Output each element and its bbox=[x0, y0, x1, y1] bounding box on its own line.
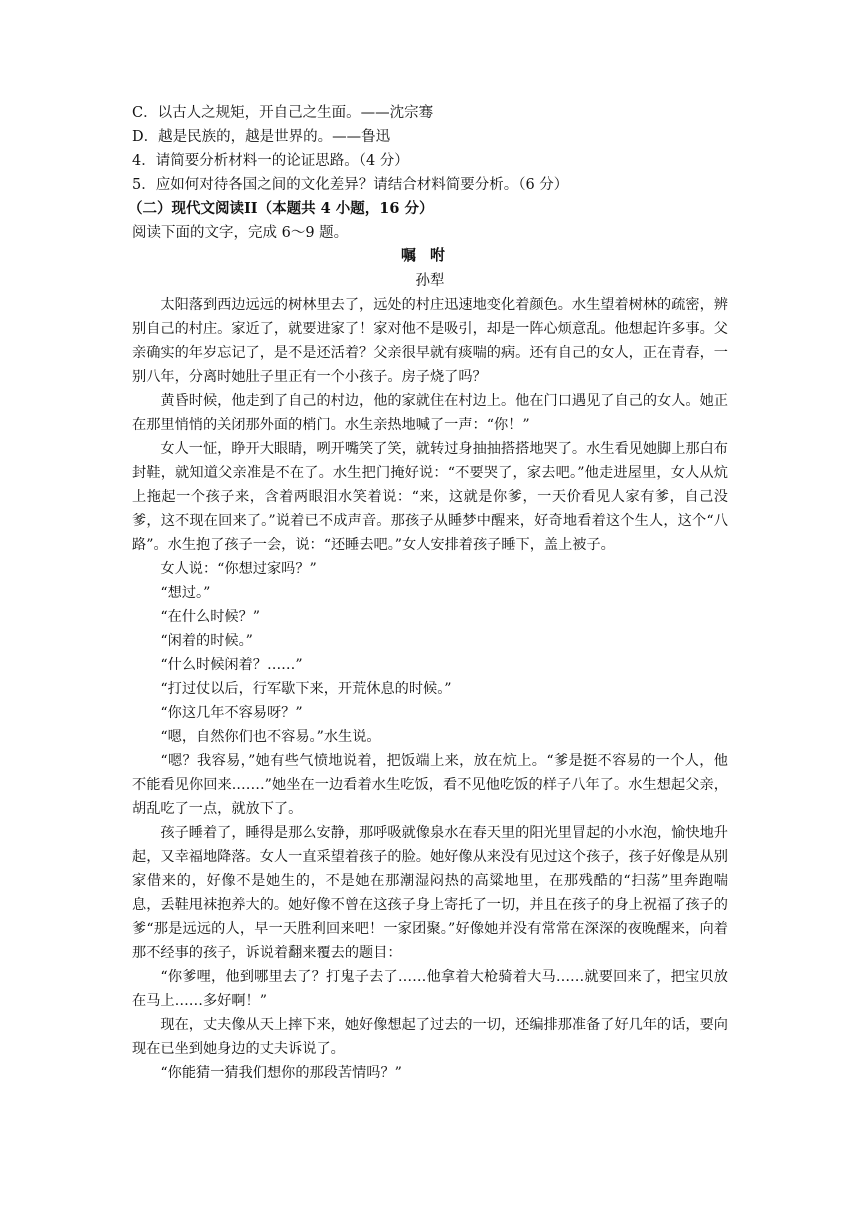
reading-instruction: 阅读下面的文字，完成 6～9 题。 bbox=[132, 225, 349, 241]
paragraph: “你爹哩，他到哪里去了？打鬼子去了……他拿着大枪骑着大马……就要回来了，把宝贝放在马上……多好啊！” bbox=[132, 969, 728, 1009]
paragraph: “想过。” bbox=[160, 585, 211, 601]
question-5: 5．应如何对待各国之间的文化差异？请结合材料简要分析。（6 分） bbox=[132, 177, 569, 193]
paragraph: 女人一怔，睁开大眼睛，咧开嘴笑了笑，就转过身抽抽搭搭地哭了。水生看见她脚上那白布封鞋，就知道父亲准是不在了。水生把门掩好说：“不要哭了，家去吧。”他走进屋里，女人从炕上拖起一个孩子来，含着两眼泪水笑着说：“来，这就是你爹，一天价看见人家有爹，自己没爹，这不现在回来了。”说着已不成声音。那孩子从睡梦中醒来，好奇地看着这个生人，这个“八路”。水生抱了孩子一会，说：“还睡去吧。”女人安排着孩子睡下，盖上被子。 bbox=[132, 441, 728, 553]
essay-title: 嘱咐 bbox=[400, 246, 459, 264]
paragraph: 现在，丈夫像从天上摔下来，她好像想起了过去的一切，还编排那准备了好几年的话，要向现在已坐到她身边的丈夫诉说了。 bbox=[132, 1017, 728, 1057]
option-d-line: D．越是民族的，越是世界的。——鲁迅 bbox=[132, 129, 391, 145]
essay-body bbox=[132, 293, 728, 1085]
paragraph: “打过仗以后，行军歇下来，开荒休息的时候。” bbox=[160, 681, 452, 697]
paragraph: 太阳落到西边远远的树林里去了，远处的村庄迅速地变化着颜色。水生望着树林的疏密，辨别自己的村庄。家近了，就要进家了！家对他不是吸引，却是一阵心烦意乱。他想起许多事。父亲确实的年岁忘记了，是不是还活着？父亲很早就有痰喘的病。还有自己的女人，正在青春，一别八年，分离时她肚子里正有一个小孩子。房子烧了吗？ bbox=[132, 297, 728, 385]
question-4: 4．请简要分析材料一的论证思路。（4 分） bbox=[132, 153, 409, 169]
paragraph: 孩子睡着了，睡得是那么安静，那呼吸就像泉水在春天里的阳光里冒起的小水泡，愉快地升起，又幸福地降落。女人一直采望着孩子的脸。她好像从来没有见过这个孩子，孩子好像是从别家借来的，好像不是她生的，不是她在那潮湿闷热的高粱地里，在那残酷的“扫荡”里奔跑喘息，丢鞋甩袜抱养大的。她好像不曾在这孩子身上寄托了一切，并且在孩子的身上祝福了孩子的爹“那是远远的人，早一天胜利回来吧！一家团聚。”好像她并没有常常在深深的夜晚醒来，向着那不经事的孩子，诉说着翻来覆去的题目： bbox=[132, 825, 728, 961]
paragraph: “你能猜一猜我们想你的那段苦情吗？” bbox=[160, 1065, 402, 1081]
paragraph: “嗯，自然你们也不容易。”水生说。 bbox=[160, 729, 381, 745]
paragraph: “你这几年不容易呀？” bbox=[160, 705, 303, 721]
paragraph: 黄昏时候，他走到了自己的村边，他的家就住在村边上。他在门口遇见了自己的女人。她正在那里悄悄的关闭那外面的梢门。水生亲热地喊了一声：“你！” bbox=[132, 393, 728, 433]
paragraph: 女人说：“你想过家吗？” bbox=[160, 561, 317, 577]
paragraph: “什么时候闲着？……” bbox=[160, 657, 303, 673]
paragraph: “闲着的时候。” bbox=[160, 633, 253, 649]
paragraph: “嗯？我容易，”她有些气愤地说着，把饭端上来，放在炕上。“爹是挺不容易的一个人，他不能看见你回来.……”她坐在一边看着水生吃饭，看不见他吃饭的样子八年了。水生想起父亲，胡乱吃了一点，就放下了。 bbox=[132, 753, 728, 817]
paragraph: “在什么时候？” bbox=[160, 609, 261, 625]
essay-author: 孙犁 bbox=[415, 273, 445, 289]
option-c-line: C．以古人之规矩，开自己之生面。——沈宗骞 bbox=[132, 105, 434, 121]
section-heading: （二）现代文阅读II（本题共 4 小题，16 分） bbox=[128, 200, 434, 217]
